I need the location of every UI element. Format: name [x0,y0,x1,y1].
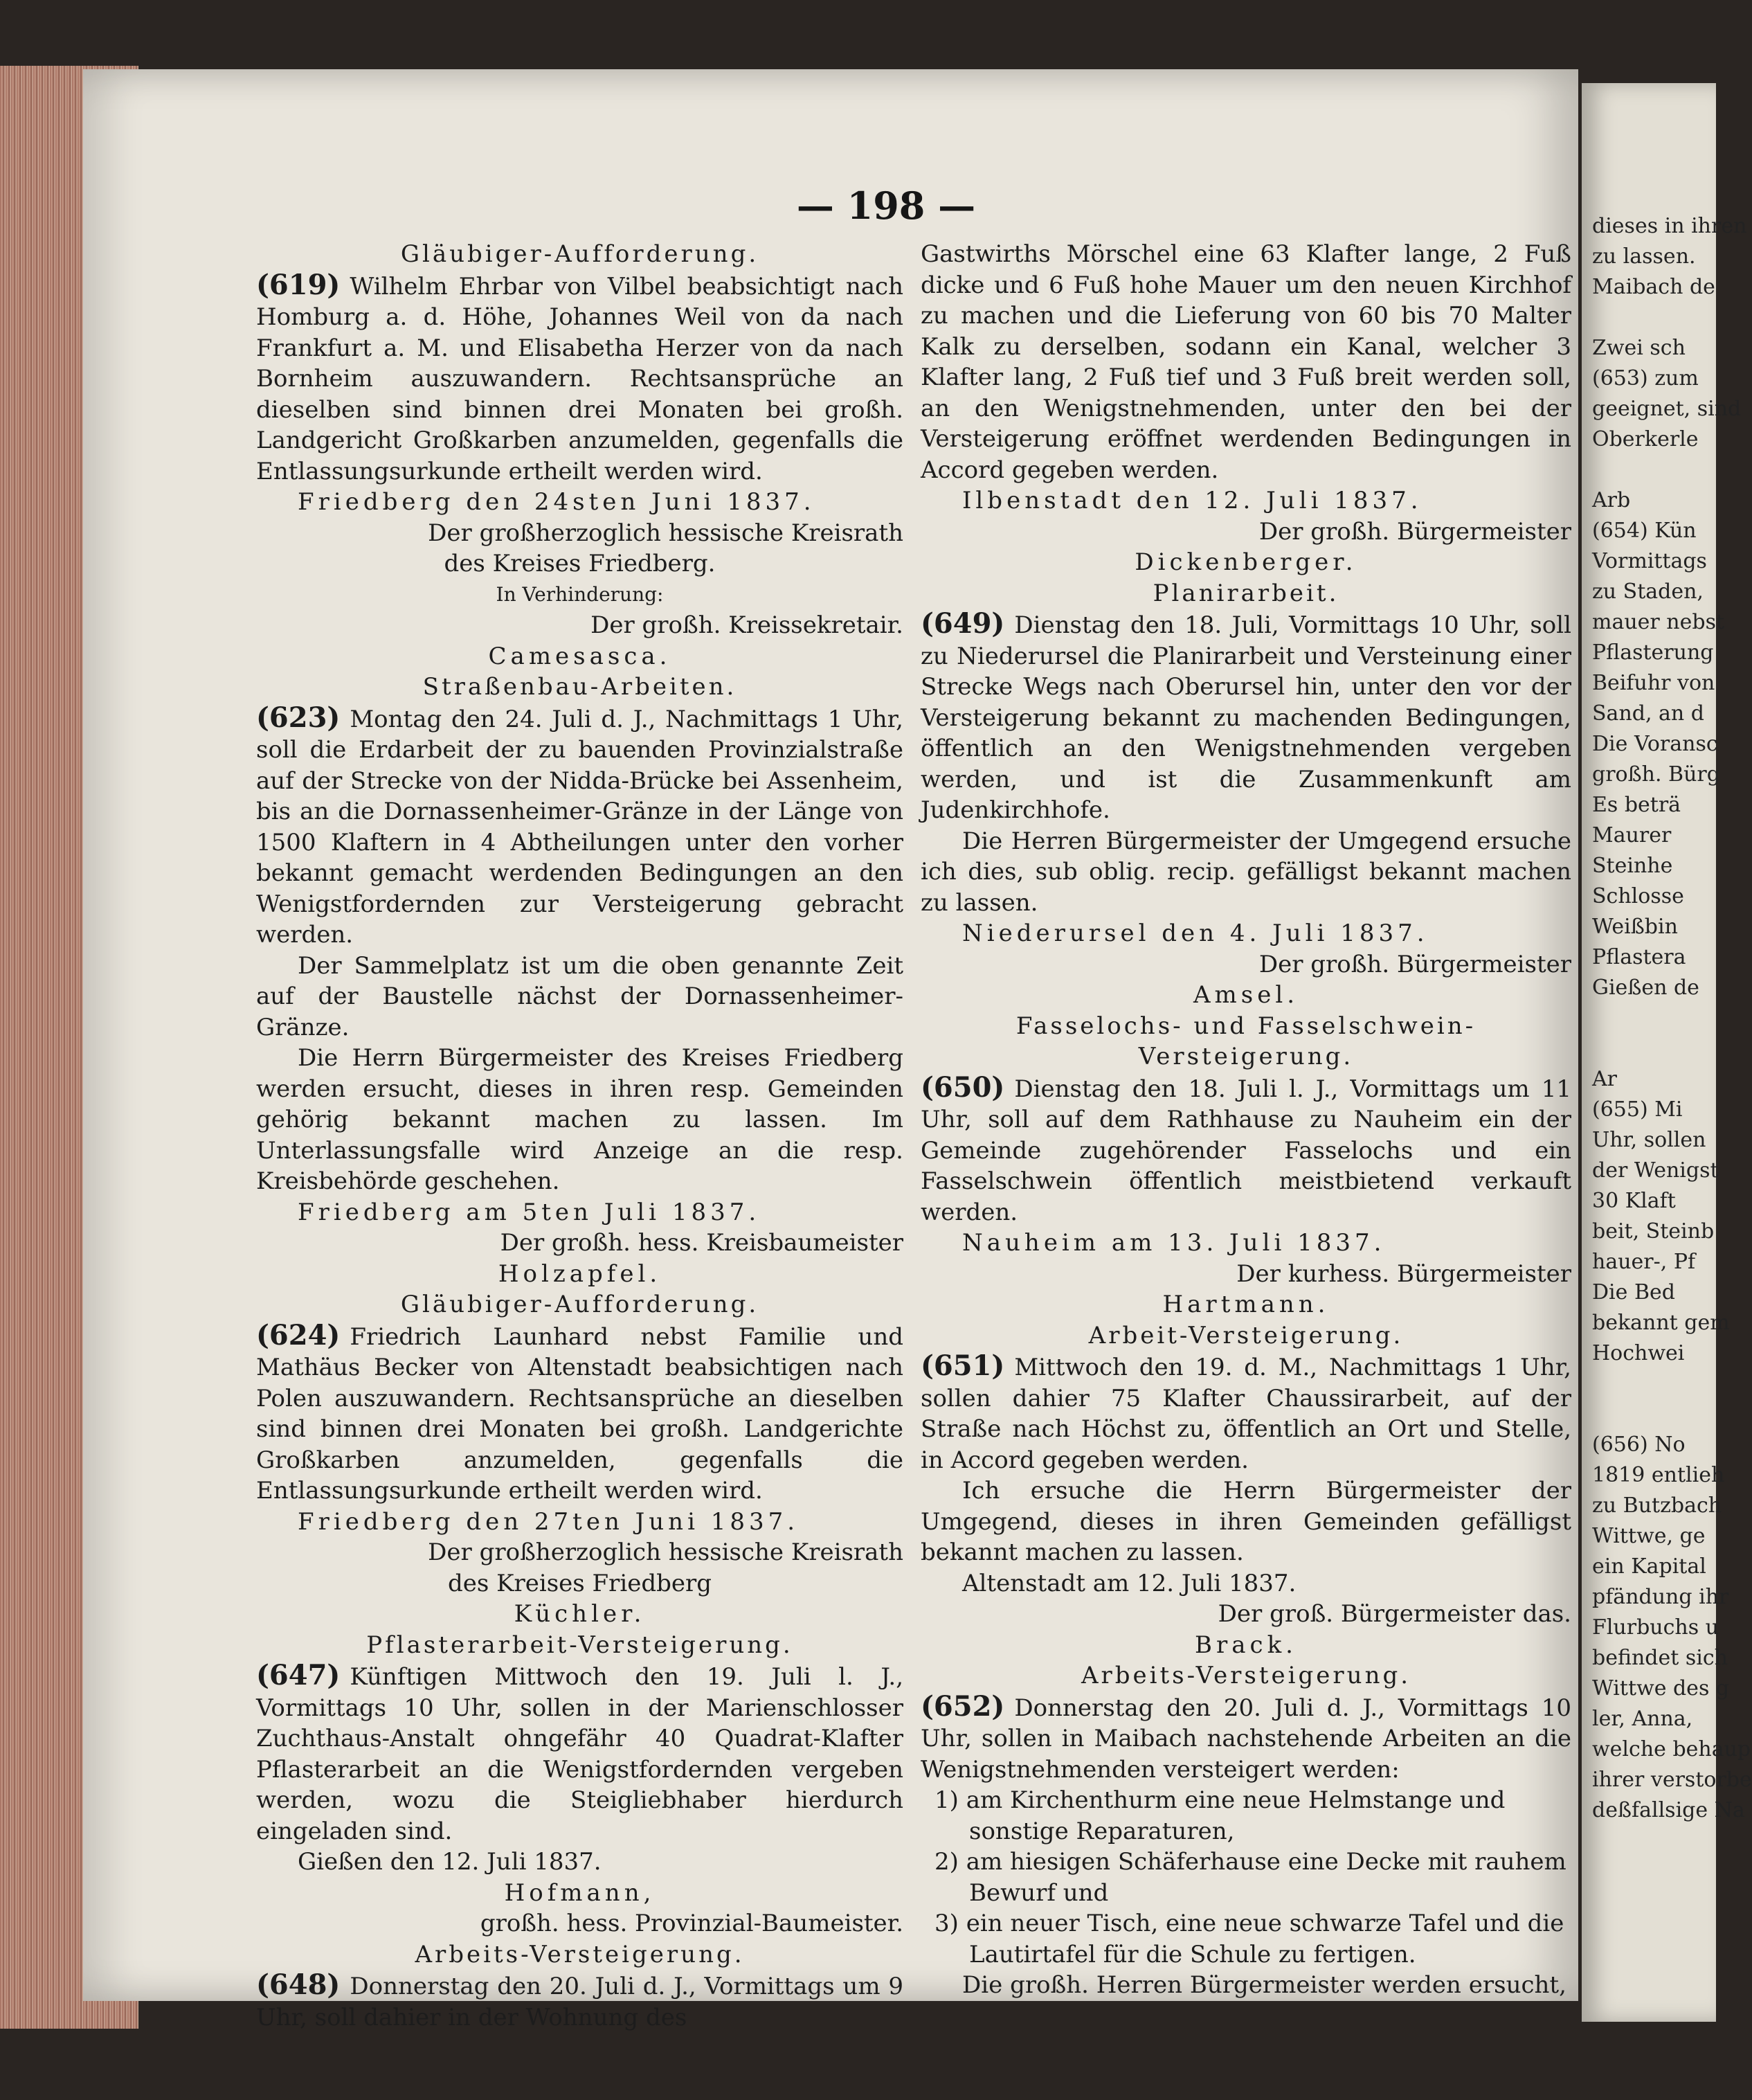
facing-page-line: Maibach de [1592,275,1715,299]
entry-648-continued [921,239,1571,578]
place-date: Niederursel den 4. Juli 1837. [962,919,1429,947]
facing-page-line: mauer nebst [1592,610,1725,634]
entry-body: Montag den 24. Juli d. J., Nachmittags 1 Uhr, soll die Erdarbeit der zu bauenden Provinzialstraße auf der Strecke von der Nidda-Brücke bei Assenheim, bis an die Dornassenheimer-Gränze in der Länge von 1500 Klaftern in 4 Abtheilungen unter den vorher bekannt gemacht werdenden Bedingungen an den Wenigstfordernden zur Versteigerung gebracht werden. [256,705,903,949]
facing-page-line: Zwei sch [1592,336,1686,360]
entry-heading: Arbeits-Versteigerung. [1081,1662,1411,1689]
facing-page-line: Vormittags [1592,549,1707,573]
facing-page-line: Pflastera [1592,945,1686,969]
entry-body: Gastwirths Mörschel eine 63 Klafter lange, 2 Fuß dicke und 6 Fuß hohe Mauer um den neuen Kirchhof zu machen und die Lieferung von 60 bis 70 Malter Kalk zu derselben, sodann ein Kanal, welcher 3 Klafter lang, 2 Fuß tief und 3 Fuß breit werden soll, an den Wenigstnehmenden, unter den bei der Versteigerung eröffnet werdenden Bedingungen in Accord gegeben werden. [921,240,1571,484]
entry-heading: Gläubiger-Aufforderung. [400,1291,759,1318]
facing-page-line: Wittwe, ge [1592,1524,1706,1548]
signature-name: Camesasca. [488,642,671,670]
facing-page-line: Wittwe des g [1592,1676,1730,1700]
right-column [921,239,1571,2001]
entry-heading: Arbeits-Versteigerung. [415,1940,745,1968]
facing-page-line: Schlosse [1592,884,1684,908]
facing-page-line: Maurer [1592,823,1672,847]
facing-page-line: ler, Anna, [1592,1707,1693,1731]
signature-name: Hofmann, [504,1878,656,1907]
facing-page-line: Ar [1592,1067,1618,1091]
facing-page-line: Sand, an d [1592,701,1704,726]
entry-heading: Gläubiger-Aufforderung. [400,240,759,268]
facing-page-line: Es beträ [1592,793,1681,817]
entry-body: Dienstag den 18. Juli, Vormittags 10 Uhr, soll zu Niederursel die Planirarbeit und Versteinung einer Strecke Wegs nach Oberursel hin, unter den vor der Versteigerung bekannt zu machenden Bedingungen, öffentlich an den Wenigstnehmenden vergeben werden, und ist die Zusammenkunft am Judenkirchhofe. [921,611,1571,824]
signature-name: Hartmann. [1162,1291,1330,1318]
facing-page-line: Flurbuchs u [1592,1615,1719,1640]
entry-number: (652) [921,1689,1005,1723]
signature: Der kurhess. Bürgermeister [1236,1259,1571,1288]
signature: Der großh. Kreissekretair. [590,611,903,639]
facing-page-line [1592,1399,1713,1430]
facing-page-line: zu Butzbach [1592,1493,1722,1518]
facing-page-line: dieses in ihren [1592,214,1747,238]
entry-heading: Versteigerung. [1138,1043,1354,1070]
facing-page-line: zu lassen. [1592,244,1696,269]
signature: großh. hess. Provinzial-Baumeister. [480,1910,903,1937]
page-number: — 198 — [796,183,976,228]
signature: In Verhinderung: [496,582,664,606]
entry-652 [921,1660,1571,2001]
entry-body: Dienstag den 18. Juli l. J., Vormittags um 11 Uhr, soll auf dem Rathhause zu Nauheim ein der Gemeinde zugehörender Fasselochs und ein Fasselschwein öffentlich meistbietend verkauft werden. [921,1075,1571,1226]
entry-number: (649) [921,607,1005,640]
entry-648 [256,1939,903,2034]
facing-page-line: 30 Klaft [1592,1189,1676,1213]
facing-page-line: Gießen de [1592,976,1699,1000]
entry-number: (619) [256,268,341,301]
facing-page-line: (656) No [1592,1433,1686,1457]
facing-page-line: (654) Kün [1592,519,1697,543]
facing-page-line [1592,303,1713,333]
facing-page-line: Pflasterung [1592,640,1714,665]
entry-649 [921,578,1571,1011]
entry-body: Donnerstag den 20. Juli d. J., Vormittags 10 Uhr, sollen in Maibach nachstehende Arbeiten an die Wenigstnehmenden versteigert werden: [921,1694,1571,1784]
entry-number: (647) [256,1659,341,1691]
left-column [256,239,903,2033]
facing-page-line [1592,455,1713,485]
entry-body: Ich ersuche die Herrn Bürgermeister der Umgegend, dieses in ihren Gemeinden gefälligst bekannt machen zu lassen. [921,1477,1571,1566]
facing-page-line: Beifuhr von [1592,671,1715,695]
signature: Der großh. Bürgermeister [1258,950,1571,978]
entry-heading: Arbeit-Versteigerung. [1088,1321,1404,1349]
facing-page-line: welche behaup [1592,1737,1751,1761]
entry-623 [256,672,903,1289]
list-item: 2) am hiesigen Schäferhause eine Decke mit rauhem Bewurf und [934,1848,1566,1907]
facing-page-line: hauer-, Pf [1592,1250,1696,1274]
entry-body: Der Sammelplatz ist um die oben genannte Zeit auf der Baustelle nächst der Dornassenheimer-Gränze. [256,951,903,1041]
facing-page-line: befindet sich [1592,1646,1728,1670]
facing-page-line [1592,1369,1713,1399]
entry-number: (651) [921,1349,1005,1382]
facing-page-line [1592,1034,1713,1064]
entry-619 [256,239,903,672]
signature-name: Küchler. [514,1600,646,1628]
entry-number: (650) [921,1070,1005,1104]
place-date: Ilbenstadt den 12. Juli 1837. [962,487,1423,514]
entry-647 [256,1630,903,1939]
entry-number: (648) [256,1968,341,2001]
facing-page-line: Die Voransc [1592,732,1718,756]
facing-page-text [1592,211,1752,1826]
list-item: 1) am Kirchenthurm eine neue Helmstange und sonstige Reparaturen, [934,1786,1506,1845]
facing-page-line: geeignet, sind [1592,397,1742,421]
facing-page-line: 1819 entlieh [1592,1463,1725,1487]
signature: Der großherzoglich hessische Kreisrath [428,519,903,547]
signature: des Kreises Friedberg. [444,550,716,577]
entry-body: Die großh. Herren Bürgermeister werden ersucht, [962,1971,1566,1999]
facing-page-line: ein Kapital [1592,1554,1706,1579]
signature: Der großh. Bürgermeister [1258,517,1571,546]
signature: Der groß. Bürgermeister das. [1218,1600,1571,1628]
facing-page-line: der Wenigst [1592,1158,1719,1183]
place-date: Friedberg den 24sten Juni 1837. [298,488,815,516]
facing-page-line: Hochwei [1592,1341,1685,1365]
entry-heading: Fasselochs- und Fasselschwein- [1015,1012,1476,1040]
entry-body: Mittwoch den 19. d. M., Nachmittags 1 Uhr, sollen dahier 75 Klafter Chaussirarbeit, auf der Straße nach Höchst zu, öffentlich an Ort und Stelle, in Accord gegeben werden. [921,1354,1571,1474]
facing-page-line: großh. Bürg [1592,762,1720,787]
entry-650 [921,1011,1571,1320]
signature: Der großherzoglich hessische Kreisrath [428,1538,903,1566]
place-date: Gießen den 12. Juli 1837. [298,1848,602,1876]
facing-page-line: (655) Mi [1592,1097,1683,1122]
facing-page-line: deßfallsige Na [1592,1798,1745,1822]
entry-body: Die Herren Bürgermeister der Umgegend ersuche ich dies, sub oblig. recip. gefälligst bekannt machen zu lassen. [921,827,1571,917]
facing-page-line: Arb [1592,488,1631,512]
facing-page-line: Weißbin [1592,915,1678,939]
facing-page-line: bekannt gem [1592,1311,1730,1335]
facing-page-line: Steinhe [1592,854,1673,878]
place-date: Nauheim am 13. Juli 1837. [962,1229,1386,1257]
facing-page-line: beit, Steinb [1592,1219,1715,1244]
entry-body: Friedrich Launhard nebst Familie und Mathäus Becker von Altenstadt beabsichtigen nach Polen auszuwandern. Rechtsansprüche an dieselben sind binnen drei Monaten bei großh. Landgerichte Großkarben anzumelden, gegenfalls die Entlassungsurkunde ertheilt werden wird. [256,1322,903,1505]
facing-page-line [1592,1003,1713,1034]
entry-body: Donnerstag den 20. Juli d. J., Vormittags um 9 Uhr, soll dahier in der Wohnung des [256,1973,903,2031]
facing-page-line: zu Staden, [1592,580,1704,604]
place-date: Altenstadt am 12. Juli 1837. [962,1569,1297,1597]
entry-heading: Planirarbeit. [1153,579,1339,607]
facing-page-line: pfändung ihr [1592,1585,1729,1609]
entry-number: (623) [256,701,341,734]
entry-heading: Pflasterarbeit-Versteigerung. [366,1631,793,1659]
signature-name: Dickenberger. [1135,548,1357,576]
entry-number: (624) [256,1318,341,1352]
entry-body: Wilhelm Ehrbar von Vilbel beabsichtigt nach Homburg a. d. Höhe, Johannes Weil von da nach Frankfurt a. M. und Elisabetha Herzer von da nach Bornheim auszuwandern. Rechtsansprüche an dieselben sind binnen drei Monaten bei großh. Landgericht Großkarben anzumelden, gegenfalls die Entlassungsurkunde ertheilt werden wird. [256,272,903,485]
place-date: Friedberg am 5ten Juli 1837. [298,1198,761,1226]
entry-624 [256,1289,903,1630]
facing-page-line: Uhr, sollen [1592,1128,1706,1152]
entry-body: Künftigen Mittwoch den 19. Juli l. J., Vormittags 10 Uhr, sollen in der Marienschlosser Zuchthaus-Anstalt ohngefähr 40 Quadrat-Klafter Pflasterarbeit an die Wenigstfordernden vergeben werden, wozu die Steigliebhaber hierdurch eingeladen sind. [256,1663,903,1845]
signature-name: Holzapfel. [498,1259,662,1288]
entry-651 [921,1320,1571,1661]
signature: des Kreises Friedberg [447,1569,712,1597]
facing-page-line: Oberkerle [1592,427,1699,451]
signature-name: Brack. [1195,1631,1297,1659]
facing-page-line: (653) zum [1592,366,1699,391]
entry-heading: Straßenbau-Arbeiten. [422,673,737,701]
signature-name: Amsel. [1193,981,1299,1009]
facing-page-line: ihrer verstorbe [1592,1768,1752,1792]
signature: Der großh. hess. Kreisbaumeister [500,1229,903,1257]
entry-body: Die Herrn Bürgermeister des Kreises Friedberg werden ersucht, dieses in ihren resp. Gemeinden gehörig bekannt machen zu lassen. Im Unterlassungsfalle wird Anzeige an die resp. Kreisbehörde geschehen. [256,1044,903,1195]
list-item: 3) ein neuer Tisch, eine neue schwarze Tafel und die Lautirtafel für die Schule zu fertigen. [934,1910,1564,1968]
facing-page-line: Die Bed [1592,1280,1675,1304]
place-date: Friedberg den 27ten Juni 1837. [298,1507,800,1536]
